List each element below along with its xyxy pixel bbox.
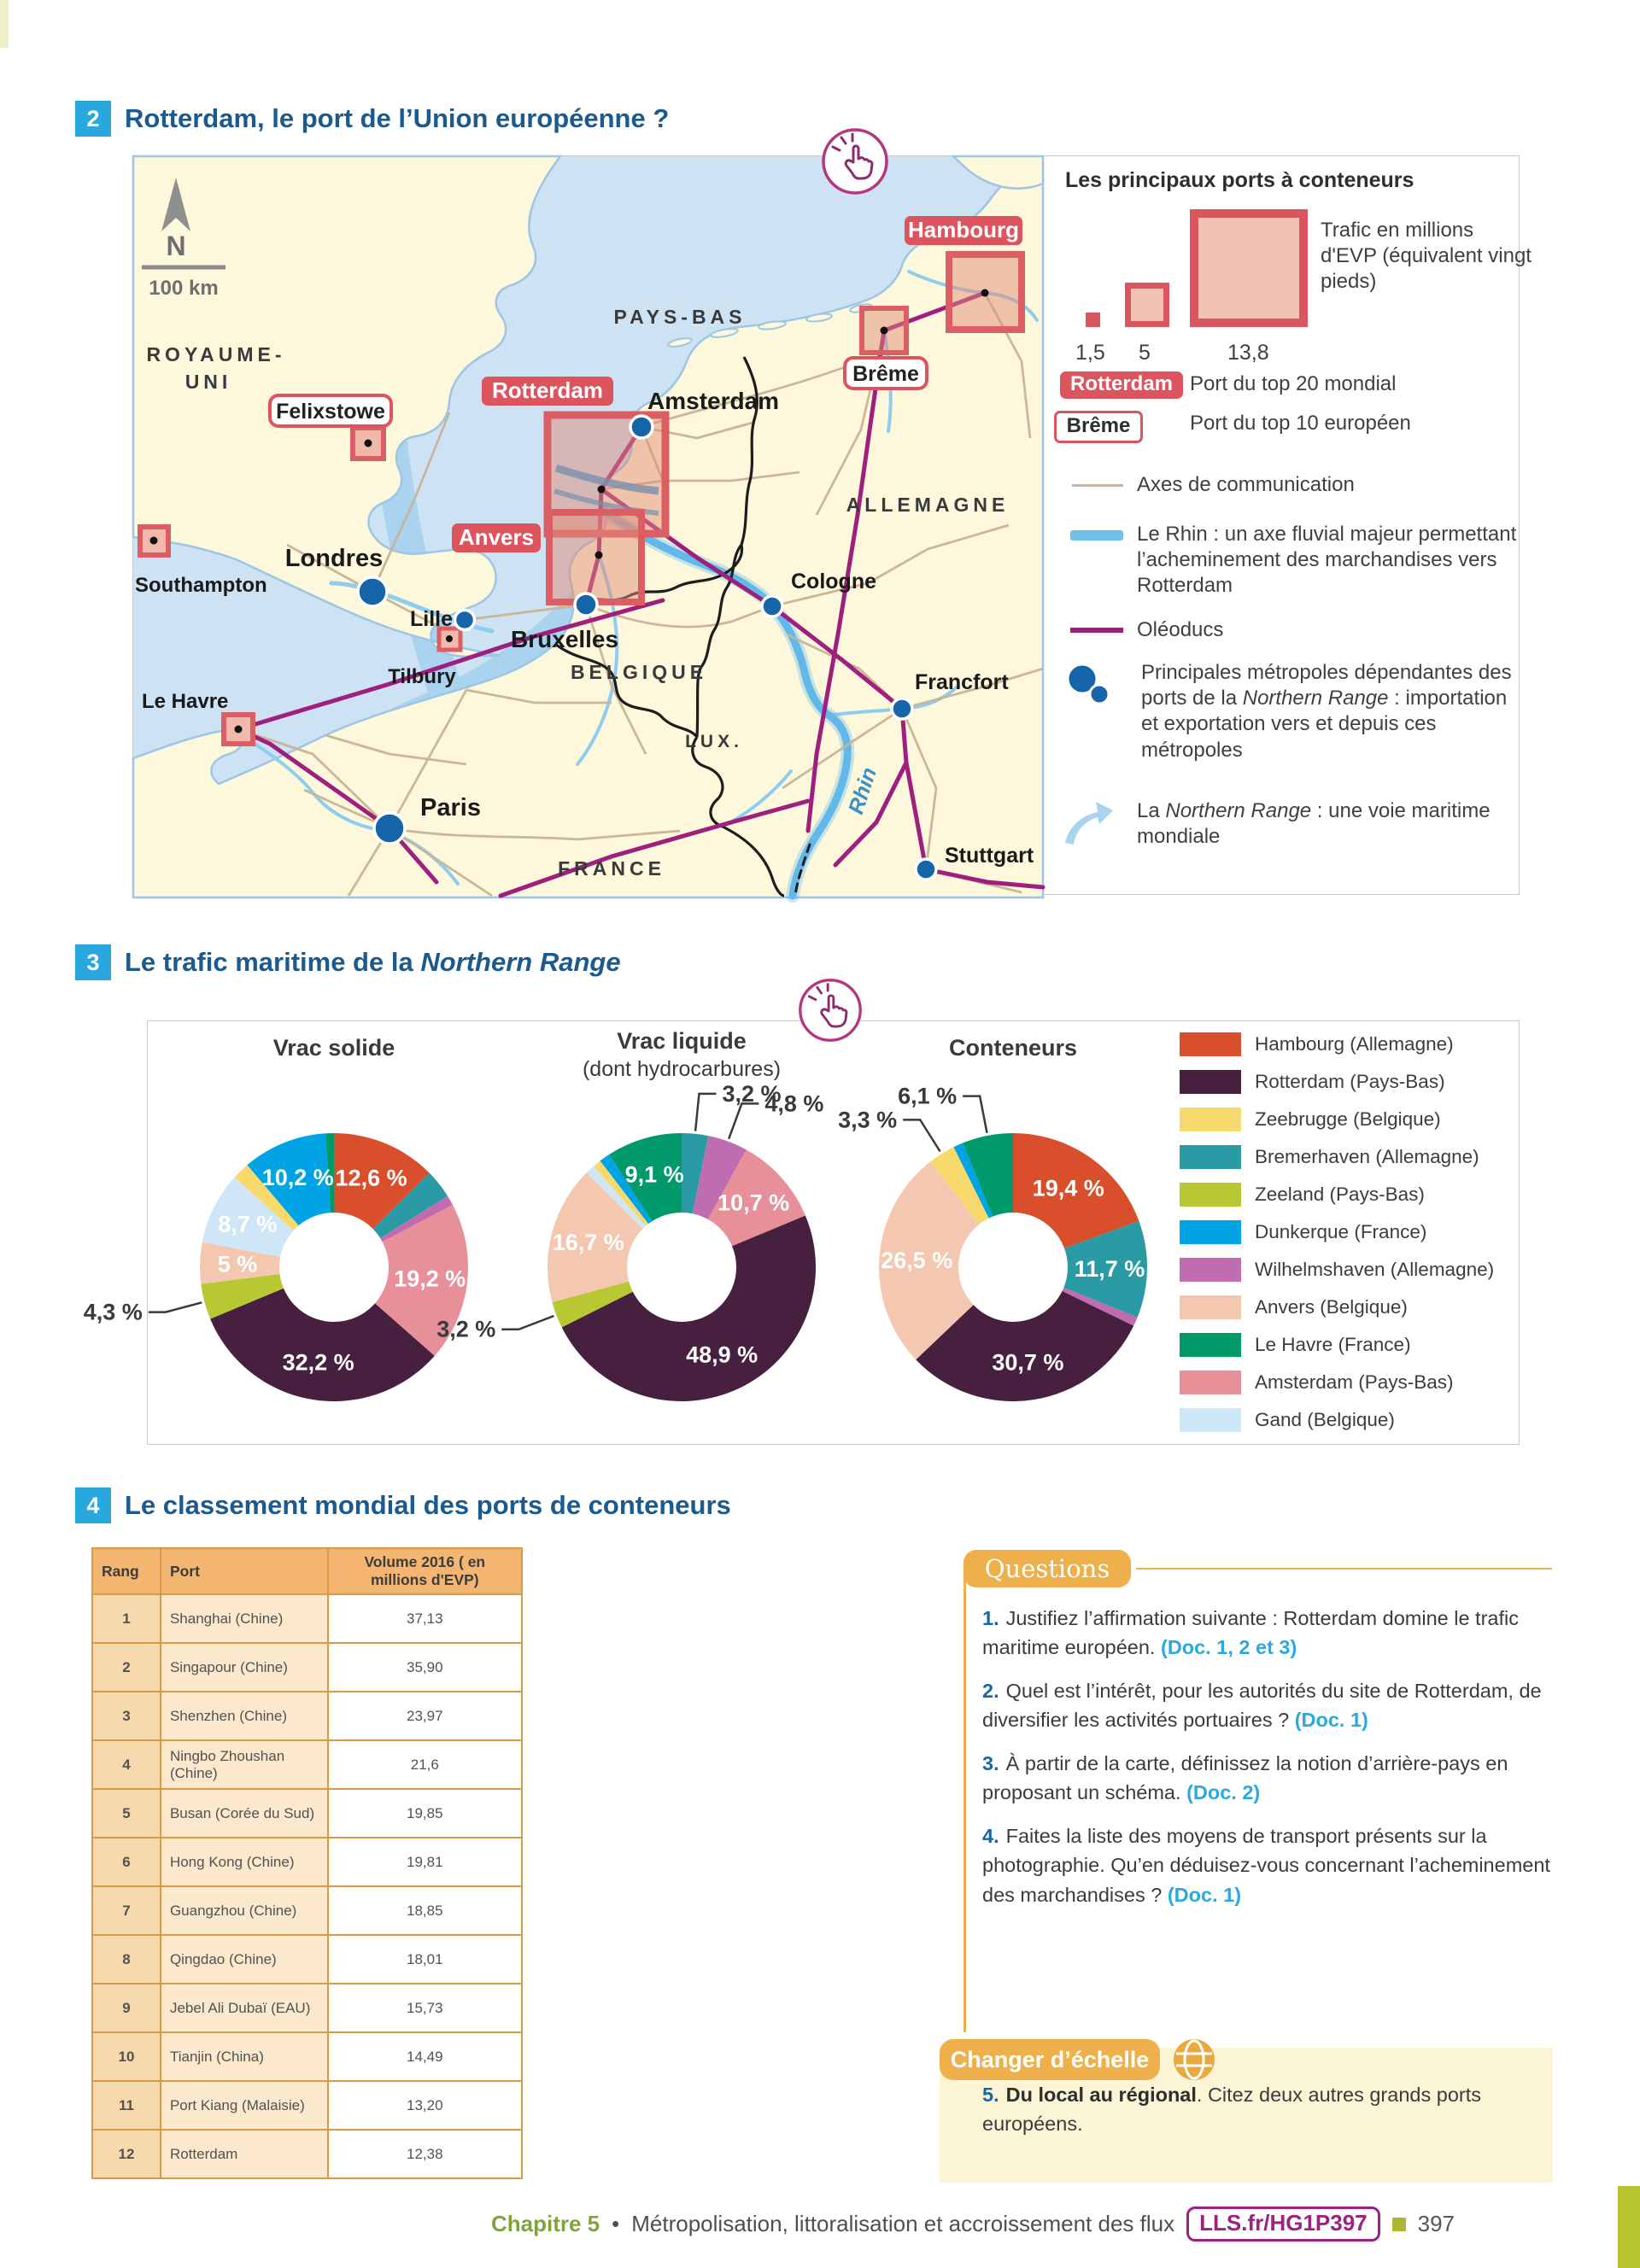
donut-hole [958,1213,1068,1322]
ports-ranking-table [91,1547,523,2179]
axes-line-icon [1072,484,1123,487]
col-header-rang: Rang [92,1548,161,1594]
legend-swatch [1180,1220,1241,1244]
rank-cell: 8 [92,1935,161,1984]
legend-swatch [1180,1408,1241,1432]
donut-conteneurs [834,1083,1192,1447]
size-caption: Trafic en millions d'EVP (équivalent vingt pieds) [1321,219,1532,293]
volume-cell: 19,81 [328,1838,522,1886]
volume-cell: 18,85 [328,1886,522,1935]
chart-legend-row [1180,1063,1494,1101]
size-square-big [1190,209,1308,327]
slice-label: 16,7 % [552,1229,624,1255]
svg-text:Amsterdam: Amsterdam [647,388,780,414]
footer-bullet: • [612,2211,620,2236]
label-leader-line [149,1302,202,1312]
rank-cell: 3 [92,1692,161,1740]
slice-label: 3,2 % [722,1080,782,1107]
map-figure [132,155,1532,895]
doc3-header [75,944,621,980]
legend-label: Wilhelmshaven (Allemagne) [1255,1259,1495,1280]
slice-label: 4,3 % [83,1299,143,1325]
chart-legend-row [1180,1176,1494,1213]
legend-swatch [1180,1183,1241,1207]
table-row [92,1789,522,1838]
slice-label: 32,2 % [282,1349,354,1376]
svg-text:Brême: Brême [852,362,919,386]
doc2-number: 2 [75,101,111,137]
port-cell: Shanghai (Chine) [161,1594,328,1643]
chip-top10: Brême [1054,411,1144,443]
table-row [92,1692,522,1740]
col-header-port: Port [161,1548,328,1594]
chart2-title: Vrac liquide [617,1028,747,1054]
metropoles-dots-icon [1060,660,1137,711]
chart-legend-row [1180,1251,1494,1289]
svg-text:Stuttgart: Stuttgart [945,844,1034,868]
slice-label: 4,8 % [764,1090,824,1117]
svg-text:ALLEMAGNE: ALLEMAGNE [846,494,1010,516]
map-legend [1060,156,1532,894]
table-row [92,1984,522,2032]
interactive-click-icon[interactable] [797,977,864,1048]
metropoles-text: Principales métropoles dépendantes des ports de la Northern Range : importation et exportation vers et depuis ces métropoles [1141,661,1512,762]
table-row [92,1740,522,1789]
question-number: 1. [982,1607,999,1629]
port-cell: Busan (Corée du Sud) [161,1789,328,1838]
table-row [92,2081,522,2130]
slice-label: 12,6 % [335,1165,407,1191]
chart-legend-row [1180,1101,1494,1138]
rhin-text: Le Rhin : un axe fluvial majeur permettant l’acheminement des marchandises vers Rotterdam [1137,523,1517,598]
donut-vrac-solide [83,1088,513,1447]
interactive-click-icon[interactable] [820,126,890,201]
charts-figure [83,1020,1520,1445]
page-footer [491,2207,1455,2242]
volume-cell: 12,38 [328,2130,522,2178]
question-number: 2. [982,1680,999,1703]
slice-label: 19,4 % [1032,1175,1104,1201]
volume-cell: 37,13 [328,1594,522,1643]
svg-text:Bruxelles: Bruxelles [510,626,619,652]
chart1-title: Vrac solide [272,1035,395,1061]
slice-label: 11,7 % [1074,1255,1145,1282]
rank-cell: 6 [92,1838,161,1886]
legend-label: Le Havre (France) [1255,1334,1411,1355]
label-leader-line [695,1094,716,1131]
question-number: 3. [982,1752,999,1775]
size-square-small [1086,313,1100,327]
slice-label: 8,7 % [218,1211,278,1237]
chip-top10-text: Port du top 10 européen [1190,412,1411,435]
legend-label: Dunkerque (France) [1255,1221,1427,1242]
question-item: 1. Justifiez l’affirmation suivante : Rotterdam domine le trafic maritime européen. (Doc. 1, 2 et 3) [982,1607,1519,1659]
question-item: 4. Faites la liste des moyens de transport présents sur la photographie. Qu’en déduisez-vous concernant l’acheminement des marchandises ? (Doc. 1) [982,1825,1550,1906]
label-leader-line [963,1096,987,1133]
size-value-2: 5 [1139,341,1151,365]
question-number: 4. [982,1825,999,1848]
legend-label: Amsterdam (Pays-Bas) [1255,1371,1454,1393]
donut-vrac-liquide [436,1080,861,1447]
table-row [92,1935,522,1984]
slice-label: 10,7 % [718,1190,790,1216]
svg-text:Le Havre: Le Havre [142,690,229,713]
chart-legend [1180,1026,1494,1439]
question-item: 3. À partir de la carte, définissez la notion d’arrière-pays en proposant un schéma. (Doc. 2) [982,1752,1508,1804]
svg-text:Southampton: Southampton [135,574,267,597]
questions-left-border [964,1574,966,2032]
table-row [92,2130,522,2178]
donut-hole [627,1213,736,1322]
questions-rule [1136,1568,1552,1569]
svg-text:LUX.: LUX. [685,732,743,751]
chip-top20-text: Port du top 20 mondial [1190,372,1397,395]
volume-cell: 14,49 [328,2032,522,2081]
slice-label: 3,3 % [838,1107,898,1133]
legend-label: Anvers (Belgique) [1255,1296,1408,1318]
rank-cell: 4 [92,1740,161,1789]
doc2-title: Rotterdam, le port de l’Union européenne ? [125,103,670,133]
page-number: 397 [1417,2211,1456,2236]
volume-cell: 15,73 [328,1984,522,2032]
port-cell: Singapour (Chine) [161,1643,328,1692]
col-header-volume: Volume 2016 ( en millions d'EVP) [328,1548,522,1594]
question-5: 5. Du local au régional. Citez deux autres grands ports européens. [982,2084,1481,2136]
svg-text:UNI: UNI [184,371,232,393]
page-edge-bar [1618,2186,1640,2268]
svg-text:Francfort: Francfort [915,670,1009,694]
chart-legend-row [1180,1326,1494,1364]
northern-range-text: La Northern Range : une voie maritime mondiale [1137,799,1491,849]
svg-text:PAYS-BAS: PAYS-BAS [613,306,747,328]
legend-swatch [1180,1371,1241,1394]
svg-text:ROYAUME-: ROYAUME- [146,343,286,365]
svg-text:Cologne: Cologne [791,570,876,593]
volume-cell: 23,97 [328,1692,522,1740]
page-edge-strip [0,0,9,48]
chart2-subtitle: (dont hydrocarbures) [582,1057,782,1081]
lls-link[interactable]: LLS.fr/HG1P397 [1186,2207,1380,2242]
volume-cell: 19,85 [328,1789,522,1838]
slice-label: 19,2 % [394,1266,466,1292]
questions-title: Questions [964,1550,1131,1587]
doc4-number: 4 [75,1488,111,1523]
page-number-square [1392,2218,1406,2231]
doc4-header [75,1488,731,1523]
slice-label: 3,2 % [436,1316,496,1342]
label-leader-line [903,1119,940,1151]
rhin-line-icon [1070,530,1123,541]
rank-cell: 7 [92,1886,161,1935]
legend-label: Gand (Belgique) [1255,1409,1395,1430]
table-row [92,2032,522,2081]
donut-hole [279,1213,389,1322]
chip-top20: Rotterdam [1060,371,1183,399]
svg-text:Rotterdam: Rotterdam [491,377,604,403]
legend-label: Hambourg (Allemagne) [1255,1033,1454,1055]
table-row [92,1594,522,1643]
svg-text:N: N [166,231,186,261]
legend-swatch [1180,1258,1241,1282]
chart-legend-row [1180,1213,1494,1251]
legend-swatch [1180,1295,1241,1319]
rank-cell: 5 [92,1789,161,1838]
svg-text:BELGIQUE: BELGIQUE [570,661,708,683]
questions-list [982,1604,1556,1924]
chart-legend-row [1180,1289,1494,1326]
svg-text:Londres: Londres [284,545,384,572]
rank-cell: 9 [92,1984,161,2032]
slice-label: 6,1 % [898,1083,958,1109]
port-cell: Rotterdam [161,2130,328,2178]
slice-label: 5 % [217,1251,258,1277]
svg-text:Lille: Lille [409,607,453,631]
port-cell: Hong Kong (Chine) [161,1838,328,1886]
slice-label: 9,1 % [624,1161,684,1188]
port-cell: Port Kiang (Malaisie) [161,2081,328,2130]
chart3-title: Conteneurs [948,1035,1078,1061]
question-item: 2. Quel est l’intérêt, pour les autorités du site de Rotterdam, de diversifier les activités portuaires ? (Doc. 1) [982,1680,1542,1732]
svg-text:Anvers: Anvers [458,524,535,550]
rhin-label: Rhin [844,764,882,817]
size-value-3: 13,8 [1227,341,1269,365]
chapter-label: Chapitre 5 [491,2211,600,2236]
svg-text:Paris: Paris [420,794,481,821]
size-value-1: 1,5 [1075,341,1105,365]
svg-text:Tilbury: Tilbury [388,665,456,688]
doc3-title: Le trafic maritime de la Northern Range [125,947,621,977]
slice-label: 26,5 % [881,1247,953,1273]
legend-swatch [1180,1108,1241,1131]
doc3-number: 3 [75,944,111,980]
size-square-mid [1125,283,1169,327]
svg-text:FRANCE: FRANCE [558,857,665,880]
question-5-number: 5. [982,2084,999,2106]
rank-cell: 12 [92,2130,161,2178]
europe-map [133,156,1043,896]
table-row [92,1643,522,1692]
rank-cell: 1 [92,1594,161,1643]
svg-text:Hambourg: Hambourg [908,217,1019,243]
port-cell: Qingdao (Chine) [161,1935,328,1984]
legend-label: Bremerhaven (Allemagne) [1255,1146,1479,1167]
table-row [92,1886,522,1935]
chart-legend-row [1180,1026,1494,1063]
ports-table-body [92,1594,522,2178]
volume-cell: 35,90 [328,1643,522,1692]
legend-swatch [1180,1032,1241,1056]
axes-text: Axes de communication [1137,473,1355,496]
label-leader-line [729,1103,758,1138]
rank-cell: 10 [92,2032,161,2081]
chapter-title: Métropolisation, littoralisation et accroissement des flux [631,2211,1175,2236]
chart-legend-row [1180,1401,1494,1439]
volume-cell: 21,6 [328,1740,522,1789]
legend-label: Rotterdam (Pays-Bas) [1255,1071,1445,1092]
slice-label: 10,2 % [261,1165,334,1191]
changer-echelle-label: Changer d’échelle [940,2039,1160,2080]
port-cell: Tianjin (China) [161,2032,328,2081]
slice-label: 30,7 % [992,1349,1064,1376]
northern-range-arrow-icon [1060,798,1137,846]
legend-swatch [1180,1145,1241,1169]
globe-icon [1172,2037,1216,2086]
oleoducs-text: Oléoducs [1137,618,1224,641]
rank-cell: 11 [92,2081,161,2130]
port-cell: Ningbo Zhoushan (Chine) [161,1740,328,1789]
scale-label: 100 km [149,277,219,300]
map-legend-title: Les principaux ports à conteneurs [1065,168,1414,192]
rank-cell: 2 [92,1643,161,1692]
port-cell: Jebel Ali Dubaï (EAU) [161,1984,328,2032]
doc2-header [75,101,669,137]
legend-label: Zeebrugge (Belgique) [1255,1108,1441,1130]
chart-legend-row [1180,1138,1494,1176]
legend-label: Zeeland (Pays-Bas) [1255,1184,1425,1205]
volume-cell: 18,01 [328,1935,522,1984]
port-cell: Shenzhen (Chine) [161,1692,328,1740]
table-row [92,1838,522,1886]
label-leader-line [501,1316,554,1330]
legend-swatch [1180,1333,1241,1357]
volume-cell: 13,20 [328,2081,522,2130]
svg-text:Felixstowe: Felixstowe [276,400,385,424]
chart-legend-row [1180,1364,1494,1401]
legend-swatch [1180,1070,1241,1094]
port-cell: Guangzhou (Chine) [161,1886,328,1935]
slice-label: 48,9 % [686,1342,758,1368]
doc4-title: Le classement mondial des ports de conteneurs [125,1490,731,1520]
oleoduc-line-icon [1070,628,1123,633]
